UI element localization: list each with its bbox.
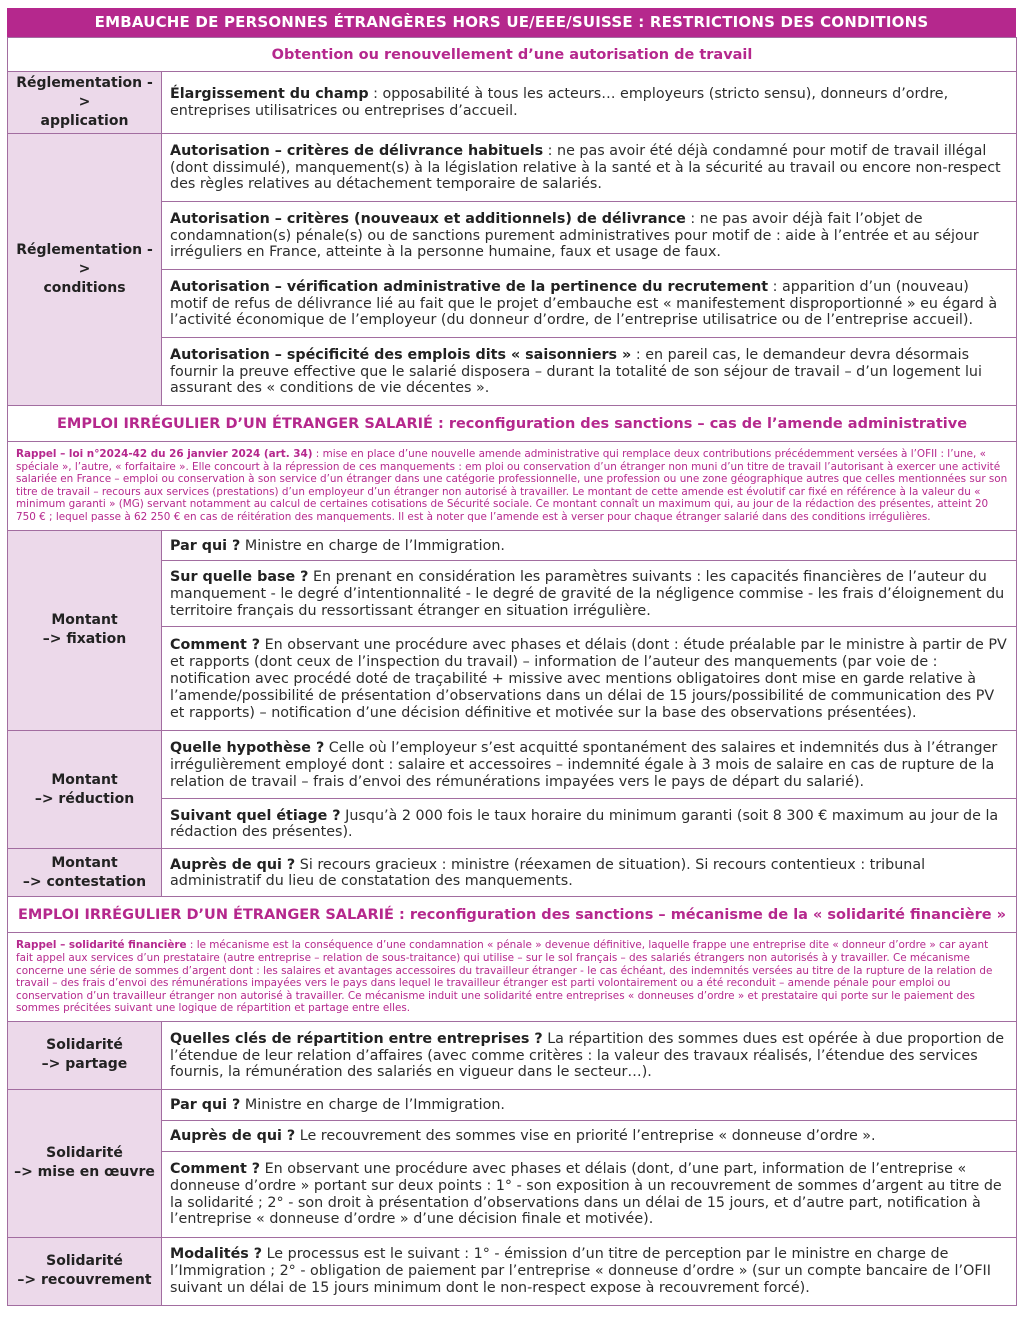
- row-content: [162, 1237, 1017, 1305]
- item-text: En prenant en considération les paramètres suivants : les capacités financières de l’auteur du manquement - le degré d’intentionnalité - le degré de gravité de la négligence commise - les frais d’éloignement du territoire français du ressortissant étranger en situation irrégulière.: [170, 569, 1005, 619]
- item-heading: Autorisation – critères (nouveaux et additionnels) de délivrance: [170, 210, 686, 227]
- item-text: : en pareil cas, le demandeur devra désormais fournir la preuve effective que le salarié disposera – durant la totalité de son séjour de travail – d’un logement lui assurant des « conditions de vie décentes ».: [170, 346, 982, 397]
- row-label-line: Réglementation ->: [16, 75, 153, 110]
- row-label-line: application: [40, 113, 129, 129]
- item-heading: Modalités ?: [170, 1246, 263, 1263]
- row-label: [8, 1237, 162, 1305]
- item-heading: Autorisation – vérification administrative de la pertinence du recrutement: [170, 278, 769, 295]
- row-label: [8, 72, 162, 134]
- rappel-note: [8, 442, 1017, 531]
- row-label-line: –> partage: [41, 1056, 128, 1073]
- row-content: [162, 561, 1017, 627]
- item-heading: Autorisation – critères de délivrance habituels: [170, 142, 544, 159]
- row-content: [162, 1120, 1017, 1151]
- rappel-heading: Rappel – loi n°2024-42 du 26 janvier 2024 (art. 34): [16, 448, 313, 460]
- rappel-heading: Rappel – solidarité financière: [16, 939, 187, 952]
- row-content: [162, 849, 1017, 897]
- item-heading: Élargissement du champ: [170, 86, 369, 103]
- item-heading: Suivant quel étiage ?: [170, 807, 341, 824]
- row-label-line: Solidarité: [46, 1145, 123, 1162]
- rappel-row: [8, 933, 1017, 1022]
- row-label-line: Solidarité: [46, 1037, 123, 1054]
- row-label-line: Montant: [51, 771, 118, 788]
- item-heading: Sur quelle base ?: [170, 569, 309, 586]
- item-text: Le processus est le suivant : 1° - émission d’un titre de perception par le ministre en charge de l’Immigration ; 2° - obligation de paiement par l’entreprise « donneuse d’ordre » (sur un compte bancaire de l’OFII suivant un délai de 15 jours minimum dont le non-respect expose à recouvrement forcé).: [170, 1246, 991, 1296]
- row-label-line: Solidarité: [46, 1253, 123, 1270]
- section-header: [8, 897, 1017, 933]
- row-content: [162, 799, 1017, 849]
- table-row: [8, 1089, 1017, 1120]
- row-label-line: Montant: [51, 612, 118, 629]
- row-label-line: Montant: [51, 854, 118, 871]
- row-label: [8, 1089, 162, 1237]
- row-label: [8, 134, 162, 406]
- table-row: [8, 1237, 1017, 1305]
- item-text: : apparition d’un (nouveau) motif de refus de délivrance lié au fait que le projet d’embauche est « manifestement disproportionné » eu égard à l’activité économique de l’employeur (du donneur d’ordre, de l’entreprise utilisatrice ou de l’entreprise accueil).: [170, 278, 998, 329]
- row-content: [162, 731, 1017, 799]
- main-table: [7, 37, 1017, 1306]
- document: [7, 8, 1016, 1306]
- item-text: Ministre en charge de l’Immigration.: [240, 1096, 505, 1113]
- item-text: : ne pas avoir été déjà condamné pour motif de travail illégal (dont dissimulé), manquement(s) à la législation relative à la santé et à la sécurité au travail ou encore non-respect des règles relatives au détachement temporaire de salariés.: [170, 142, 1001, 193]
- page-title: EMBAUCHE DE PERSONNES ÉTRANGÈRES HORS UE/EEE/SUISSE : RESTRICTIONS DES CONDITIONS: [7, 8, 1016, 37]
- item-text: Jusqu’à 2 000 fois le taux horaire du minimum garanti (soit 8 300 € maximum au jour de la rédaction des présentes).: [170, 807, 999, 841]
- item-text: En observant une procédure avec phases et délais (dont : étude préalable par le ministre à partir de PV et rapports (dont ceux de l’inspection du travail) – information de l’auteur des manquements (par voie de : notification avec procédé doté de traçabilité + missive avec mentions obligatoires dont mise en garde relative à l’amende/possibilité de présentation d’observations dans un délai de 15 jours/possibilité de communication des PV et rapports) – notification d’une décision définitive et motivée sur la base des observations présentées).: [170, 637, 1007, 721]
- row-content: [162, 202, 1017, 270]
- item-text: Celle où l’employeur s’est acquitté spontanément des salaires et indemnités dus à l’étranger irrégulièrement employé dont : salaire et accessoires – indemnité égale à 3 mois de salaire en cas de rupture de la relation de travail – frais d’envoi des rémunérations impayées vers le pays de départ du salarié).: [170, 740, 998, 790]
- table-row: [8, 1021, 1017, 1089]
- row-content: [162, 72, 1017, 134]
- rappel-text: : le mécanisme est la conséquence d’une condamnation « pénale » devenue définitive, laquelle frappe une entreprise dite « donneur d’ordre » car ayant fait appel aux services d’un prestataire (autre entreprise – relation de sous-traitance) qui utilise – sur le sol français – des salariés étrangers non autorisés à y travailler. Ce mécanisme concerne une série de sommes d’argent dont : les salaires et avantages accessoires du travailleur étranger - le cas échéant, des indemnités versées au titre de la rupture de la relation de travail – des frais d’envoi des rémunérations impayées vers le pays dans lequel le travailleur étranger est parti volontairement ou a été reconduit – amende pénale pour emploi ou conservation d’un travailleur étranger non autorisé à travailler. Ce mécanisme induit une solidarité entre entreprises « donneuses d’ordre » et prestataire qui porte sur le paiement des sommes précitées suivant une logique de répartition et partage entre elles.: [16, 939, 993, 1015]
- row-label-line: conditions: [43, 280, 126, 296]
- item-heading: Par qui ?: [170, 537, 241, 554]
- row-label-line: –> fixation: [42, 631, 127, 648]
- item-text: La répartition des sommes dues est opérée à due proportion de l’étendue de leur relation d’affaires (avec comme critères : la valeur des travaux réalisés, l’étendue des services fournis, la rémunération des salariés en vigueur dans le secteur…).: [170, 1030, 1005, 1081]
- row-content: [162, 134, 1017, 202]
- item-heading: Autorisation – spécificité des emplois dits « saisonniers »: [170, 346, 632, 363]
- row-label-line: Réglementation ->: [16, 242, 153, 277]
- row-content: [162, 530, 1017, 561]
- table-row: [8, 530, 1017, 561]
- rappel-text: : mise en place d’une nouvelle amende administrative qui remplace deux contributions précédemment versées à l’OFII : l’une, « spéciale », l’autre, « forfaitaire ». Elle concourt à la répression de ces manquements : em ploi ou conservation d’un étranger non muni d’un titre de travail l’autorisant à exercer une activité salariée en France – emploi ou conservation à son service d’un étranger dans une catégorie professionnelle, une profession ou une zone géographique autres que celles mentionnées sur son titre de travail – recours aux services (prestations) d’un employeur d’un étranger non autorisé à travailler. Le montant de cette amende est évolutif car fixé en référence à la valeur du « minimum garanti » (MG) servant notamment au calcul de certaines cotisations de Sécurité sociale. Ce montant connaît un maximum qui, au jour de la rédaction des présentes, atteint 20 750 € ; lequel passe à 62 250 € en cas de réitération des manquements. Il est à noter que l’amende est à verser pour chaque étranger salarié dans des conditions irrégulières.: [16, 448, 1008, 523]
- row-content: [162, 1021, 1017, 1089]
- item-heading: Comment ?: [170, 637, 261, 654]
- row-label: [8, 1021, 162, 1089]
- row-content: [162, 1089, 1017, 1120]
- row-label-line: –> recouvrement: [17, 1272, 152, 1289]
- rappel-row: [8, 442, 1017, 531]
- item-heading: Auprès de qui ?: [170, 856, 296, 873]
- section-title: Obtention ou renouvellement d’une autorisation de travail: [8, 38, 1017, 72]
- item-heading: Quelles clés de répartition entre entreprises ?: [170, 1030, 543, 1047]
- section-header: [8, 406, 1017, 442]
- row-content: [162, 270, 1017, 338]
- item-text: : opposabilité à tous les acteurs… employeurs (stricto sensu), donneurs d’ordre, entreprises utilisatrices ou entreprises d’accueil.: [170, 86, 949, 119]
- row-label-line: –> contestation: [22, 873, 147, 890]
- item-heading: Par qui ?: [170, 1096, 241, 1113]
- item-text: Si recours gracieux : ministre (réexamen de situation). Si recours contentieux : tribunal administratif du lieu de constatation des manquements.: [170, 856, 926, 890]
- item-heading: Auprès de qui ?: [170, 1127, 296, 1144]
- rappel-note: [8, 933, 1017, 1022]
- item-text: En observant une procédure avec phases et délais (dont, d’une part, information de l’entreprise « donneuse d’ordre » portant sur deux points : 1° - son exposition à un recouvrement de sommes d’argent au titre de la solidarité ; 2° - son droit à présentation d’observations dans un délai de 15 jours, et d’autre part, notification à l’entreprise « donneuse d’ordre » d’une décision finale et motivée).: [170, 1160, 1002, 1228]
- row-label-line: –> réduction: [34, 790, 135, 807]
- row-label: [8, 849, 162, 897]
- section-title: EMPLOI IRRÉGULIER D’UN ÉTRANGER SALARIÉ : reconfiguration des sanctions – mécanisme de la « solidarité financière »: [8, 897, 1017, 933]
- item-text: : ne pas avoir déjà fait l’objet de condamnation(s) pénale(s) ou de sanctions purement administratives pour motif de : aide à l’entrée et au séjour irréguliers en France, atteinte à la personne humaine, faux et usage de faux.: [170, 210, 979, 261]
- item-text: Ministre en charge de l’Immigration.: [240, 537, 505, 554]
- item-heading: Quelle hypothèse ?: [170, 740, 325, 757]
- table-row: [8, 731, 1017, 799]
- section-header: [8, 38, 1017, 72]
- row-content: [162, 627, 1017, 731]
- row-label: [8, 530, 162, 731]
- row-content: [162, 338, 1017, 406]
- item-heading: Comment ?: [170, 1160, 261, 1177]
- table-row: [8, 134, 1017, 202]
- table-row: [8, 72, 1017, 134]
- section-title: EMPLOI IRRÉGULIER D’UN ÉTRANGER SALARIÉ : reconfiguration des sanctions – cas de l’amende administrative: [8, 406, 1017, 442]
- row-content: [162, 1151, 1017, 1237]
- row-label: [8, 731, 162, 849]
- item-text: Le recouvrement des sommes vise en priorité l’entreprise « donneuse d’ordre ».: [295, 1127, 876, 1144]
- table-row: [8, 849, 1017, 897]
- row-label-line: –> mise en œuvre: [14, 1164, 155, 1181]
